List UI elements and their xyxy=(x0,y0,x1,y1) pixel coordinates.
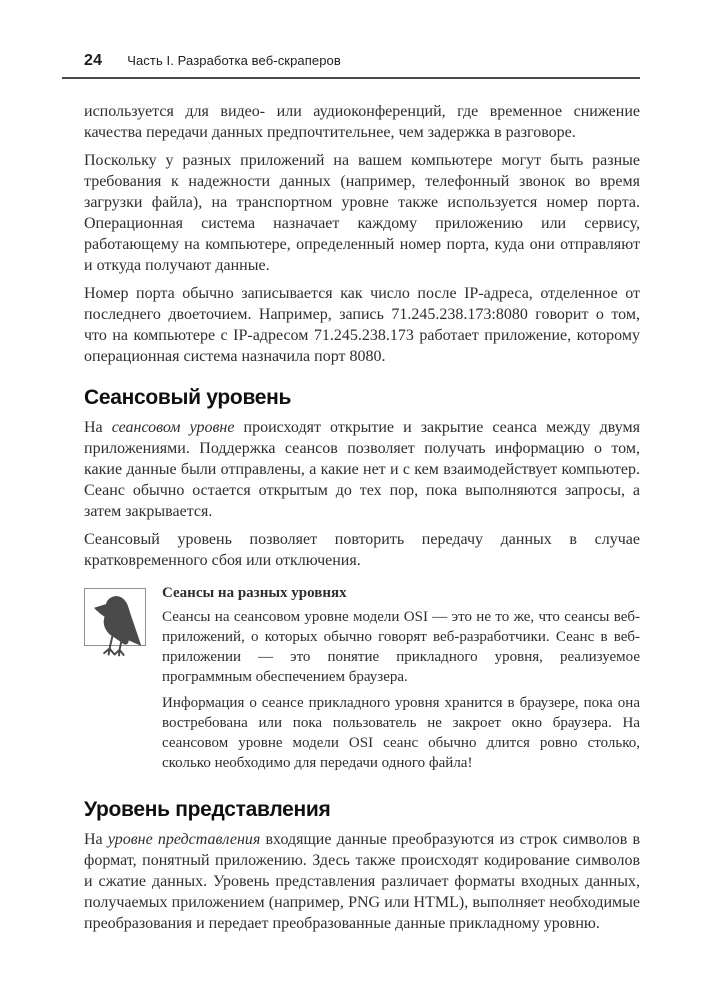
note-content xyxy=(162,583,640,779)
paragraph-lead: На xyxy=(84,419,112,436)
page-header xyxy=(62,52,640,70)
body-paragraph: Поскольку у разных приложений на вашем компьютере могут быть разные требования к надежности данных (например, телефонный звонок во время загрузки файла), на транспортном уровне также используется номер порта. Операционная система назначает каждому приложению или сервису, работающему на компьютере, определенный номер порта, куда они отправляют и откуда получают данные. xyxy=(84,152,640,274)
body-paragraph xyxy=(84,829,640,934)
body-paragraph: используется для видео- или аудиоконференций, где временное снижение качества передачи данных предпочтительнее, чем задержка в разговоре. xyxy=(84,103,640,141)
page-content xyxy=(84,79,640,934)
paragraph-lead: На xyxy=(84,831,108,848)
section-heading-presentation-layer: Уровень представления xyxy=(84,798,331,821)
page-number: 24 xyxy=(84,52,103,69)
running-title: Часть I. Разработка веб-скраперов xyxy=(127,53,341,68)
paragraph-rest: происходят открытие и закрытие сеанса между двумя приложениями. Поддержка сеансов позволяет получать информацию о том, какие данные были отправлены, а какие нет и с кем взаимодействует компьютер. Сеанс обычно остается открытым до тех пор, пока выполняются запросы, а затем закрывается. xyxy=(84,419,641,520)
body-paragraph: Сеансовый уровень позволяет повторить передачу данных в случае кратковременного сбоя или отключения. xyxy=(84,531,640,569)
italic-term: уровне представления xyxy=(107,831,261,848)
section-heading-session-layer: Сеансовый уровень xyxy=(84,386,292,409)
paragraph-rest: входящие данные преобразуются из строк символов в формат, понятный приложению. Здесь также происходят кодирование символов и сжатие данных. Уровень представления различает форматы входных данных, получаемых приложением (например, PNG или HTML), выполняет необходимые преобразования и передает преобразованные данные прикладному уровню. xyxy=(84,831,641,932)
note-paragraph: Сеансы на сеансовом уровне модели OSI — это не то же, что сеансы веб-приложений, о которых обычно говорят веб-разработчики. Сеанс в веб-приложении — это понятие прикладного уровня, реализуемое программным обеспечением браузера. xyxy=(162,609,640,685)
note-title: Сеансы на разных уровнях xyxy=(162,585,347,601)
crow-icon xyxy=(84,588,146,646)
note-paragraph: Информация о сеансе прикладного уровня хранится в браузере, пока она востребована или пока пользователь не закроет окно браузера. На сеансовом уровне модели OSI сеанс обычно длится ровно столько, сколько необходимо для передачи одного файла! xyxy=(162,695,640,771)
italic-term: сеансовом уровне xyxy=(111,419,235,436)
note-box xyxy=(84,583,640,779)
body-paragraph xyxy=(84,417,640,522)
body-paragraph: Номер порта обычно записывается как число после IP-адреса, отделенное от последнего двоеточием. Например, запись 71.245.238.173:8080 говорит о том, что на компьютере с IP-адресом 71.245.238.173 работает приложение, которому операционная система назначила порт 8080. xyxy=(84,285,640,365)
